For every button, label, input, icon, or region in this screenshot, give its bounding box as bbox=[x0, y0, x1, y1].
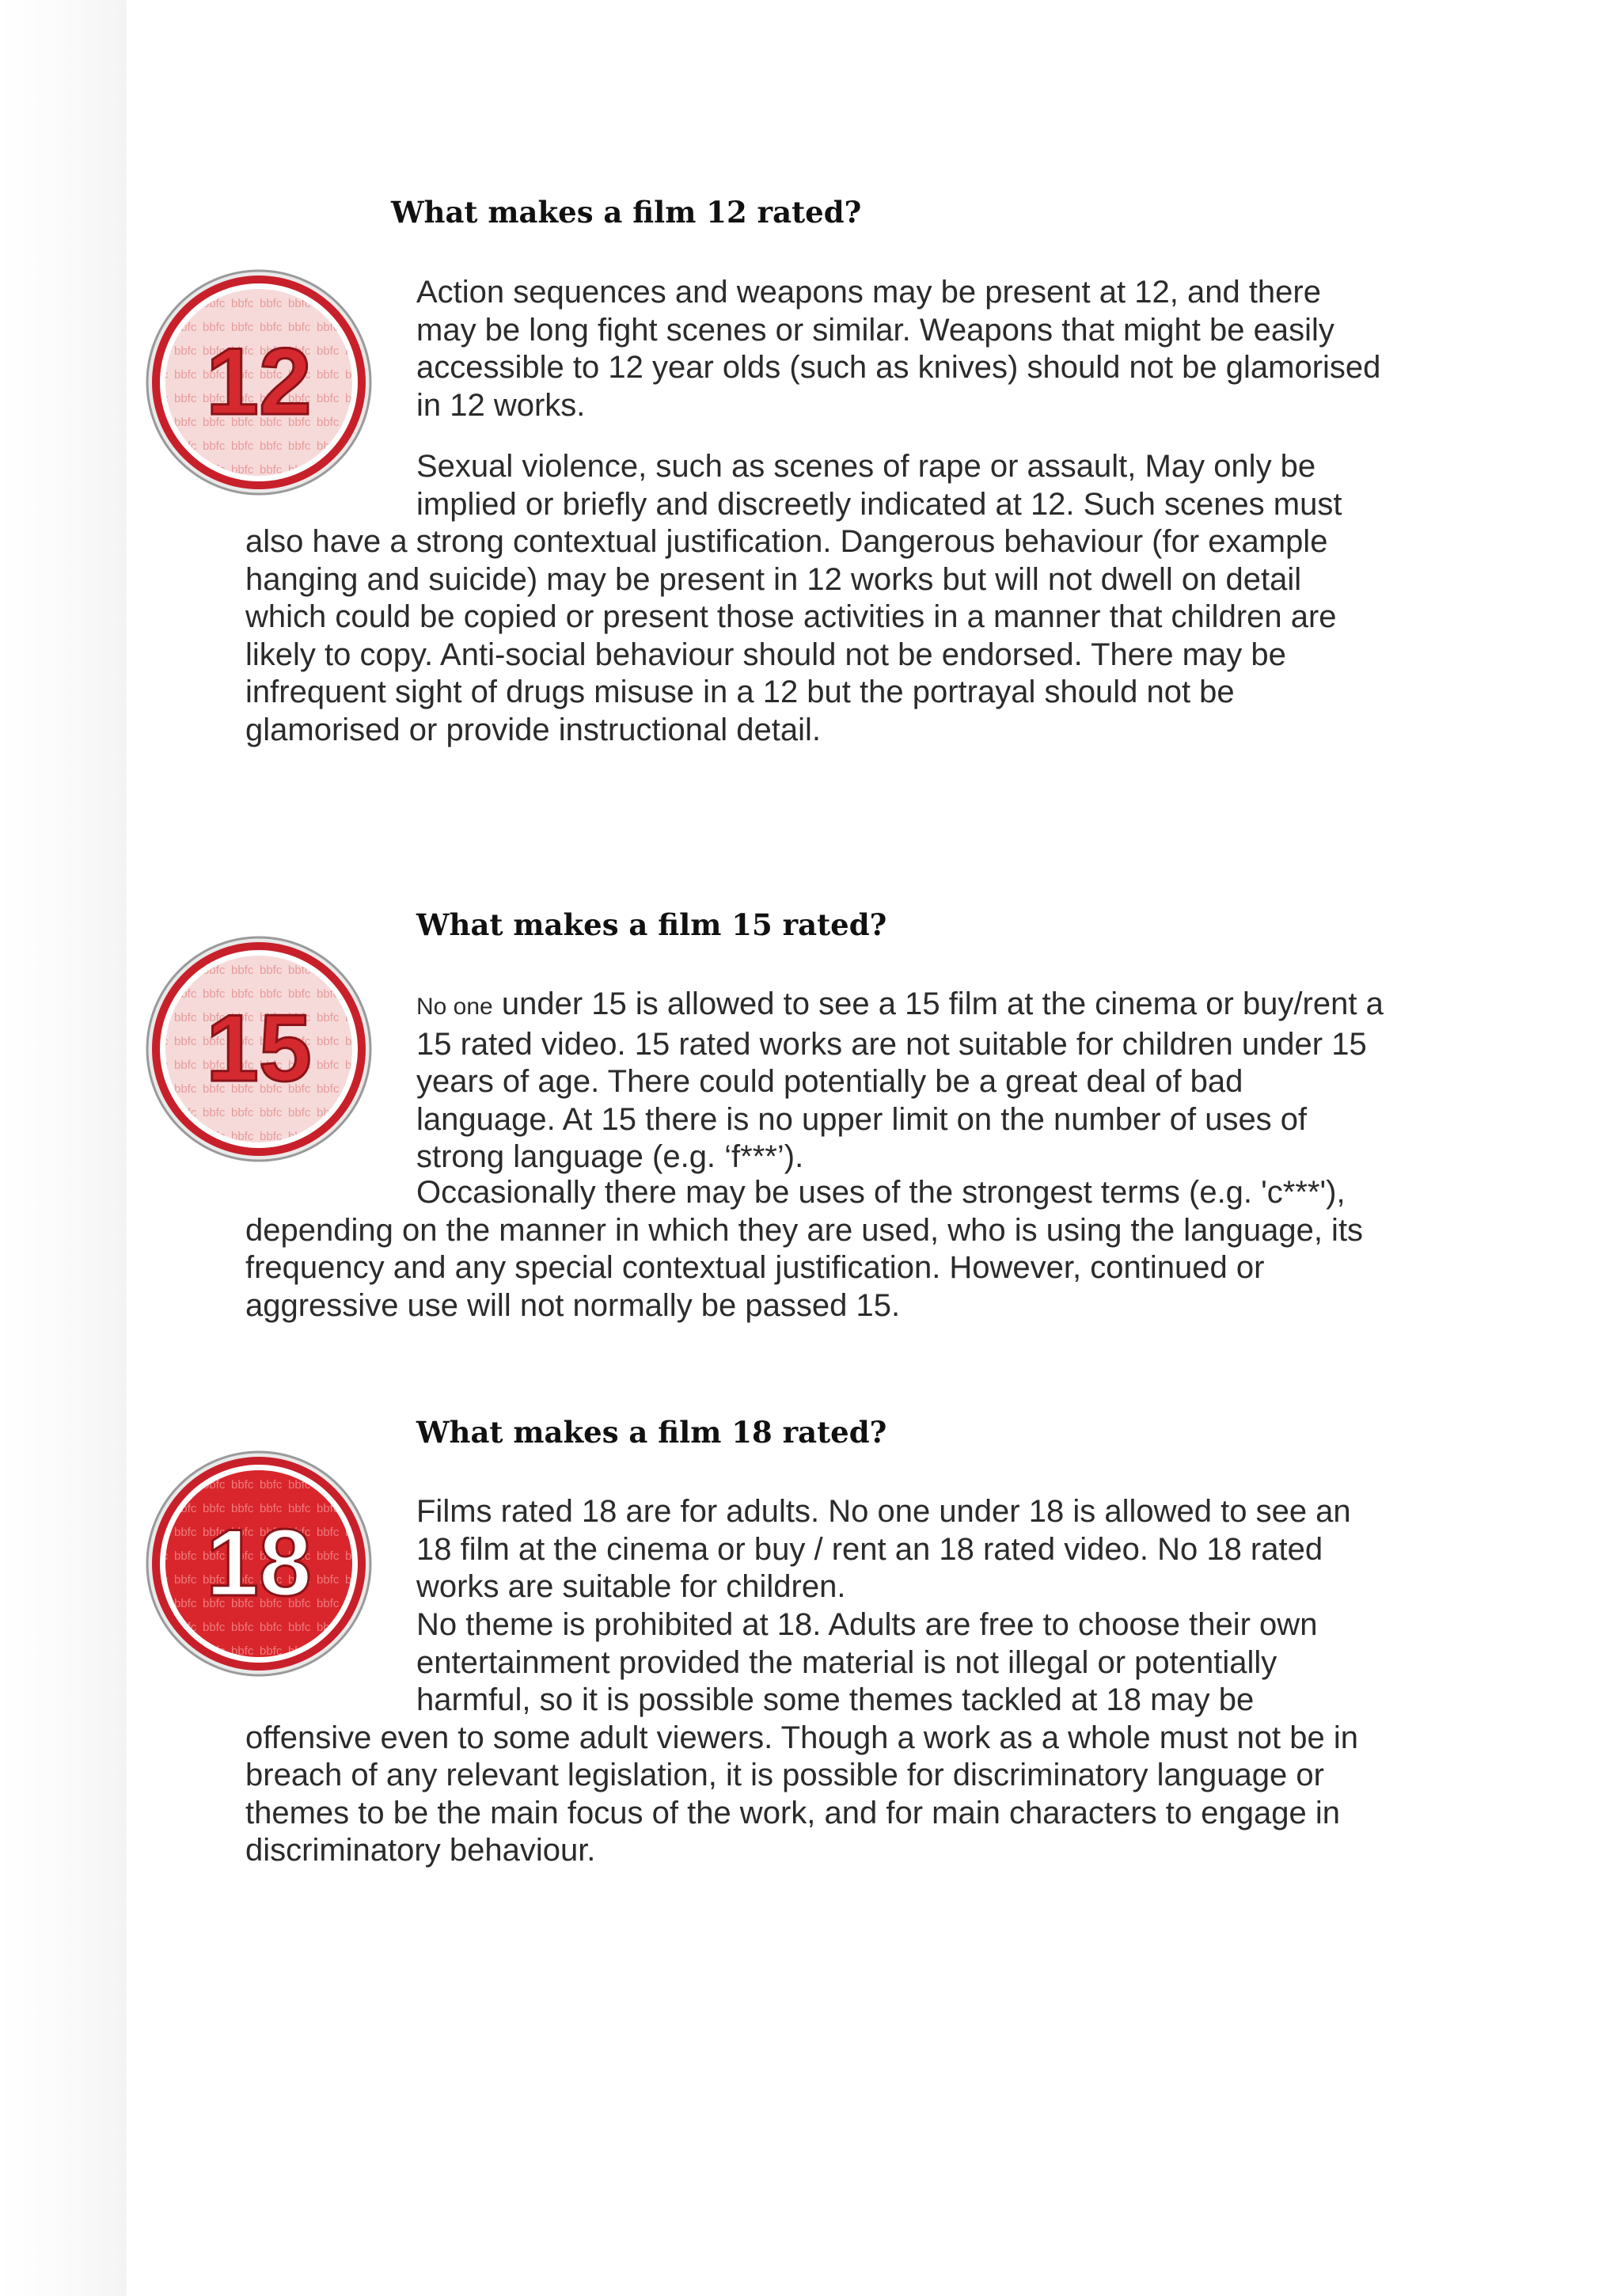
spacer bbox=[245, 1174, 416, 1211]
section-15-paragraph-2: Occasionally there may be uses of the strongest terms (e.g. 'c***'), depending on the manner in which they are used, who is using the language, its frequency and any special contextual justification. However, continued or aggressive use will not normally be passed 15. bbox=[245, 1175, 1364, 1323]
section-18-paragraph-1: Films rated 18 are for adults. No one under 18 is allowed to see an 18 film at the cinema or buy / rent an 18 rated video. No 18 rated works are suitable for children. bbox=[416, 1494, 1351, 1604]
page-edge-shade bbox=[0, 0, 127, 2296]
section-18-paragraph-2-block bbox=[245, 1606, 1385, 1870]
section-18-paragraph-2: No theme is prohibited at 18. Adults are free to choose their own entertainment provided the material is not illegal or potentially harmful, so it is possible some themes tackled at 18 may be offensive even to some adult viewers. Though a work as a whole must not be in breach of any relevant legislation, it is possible for discriminatory language or themes to be the main focus of the work, and for main characters to engage in discriminatory behaviour. bbox=[245, 1607, 1358, 1868]
rating-15-badge-icon bbox=[144, 934, 374, 1164]
section-12-paragraph-1: Action sequences and weapons may be present at 12, and there may be long fight scenes or similar. Weapons that might be easily accessible to 12 year olds (such as knives) should not be glamorised in 12 works. bbox=[416, 275, 1381, 423]
heading-18: What makes a film 18 rated? bbox=[416, 1415, 887, 1450]
rating-18-number: 18 bbox=[206, 1510, 312, 1616]
heading-15: What makes a film 15 rated? bbox=[416, 907, 887, 942]
spacer bbox=[245, 448, 416, 523]
section-12-paragraph-2: Sexual violence, such as scenes of rape or assault, May only be implied or briefly and discreetly indicated at 12. Such scenes must also have a strong contextual justification. Dangerous behaviour (for example hanging and suicide) may be present in 12 works but will not dwell on detail which could be copied or present those activities in a manner that children are likely to copy. Anti-social behaviour should not be endorsed. There may be infrequent sight of drugs misuse in a 12 but the portrayal should not be glamorised or provide instructional detail. bbox=[245, 449, 1342, 747]
section-12-paragraph-2-block bbox=[245, 448, 1385, 749]
rating-15-number: 15 bbox=[206, 995, 312, 1101]
section-15-paragraph-1-body: under 15 is allowed to see a 15 film at the cinema or buy/rent a 15 rated video. 15 rated works are not suitable for children under 15 years of age. There could potentially be a great deal of bad language. At 15 there is no upper limit on the number of uses of strong language (e.g. ‘f***’). bbox=[416, 986, 1384, 1174]
rating-12-number: 12 bbox=[206, 329, 312, 435]
section-15-paragraph-1 bbox=[416, 986, 1385, 1177]
section-15-paragraph-1-lead: No one bbox=[416, 994, 493, 1020]
section-15-paragraph-2-block bbox=[245, 1174, 1385, 1325]
spacer bbox=[245, 1606, 416, 1719]
heading-12: What makes a film 12 rated? bbox=[391, 195, 862, 230]
